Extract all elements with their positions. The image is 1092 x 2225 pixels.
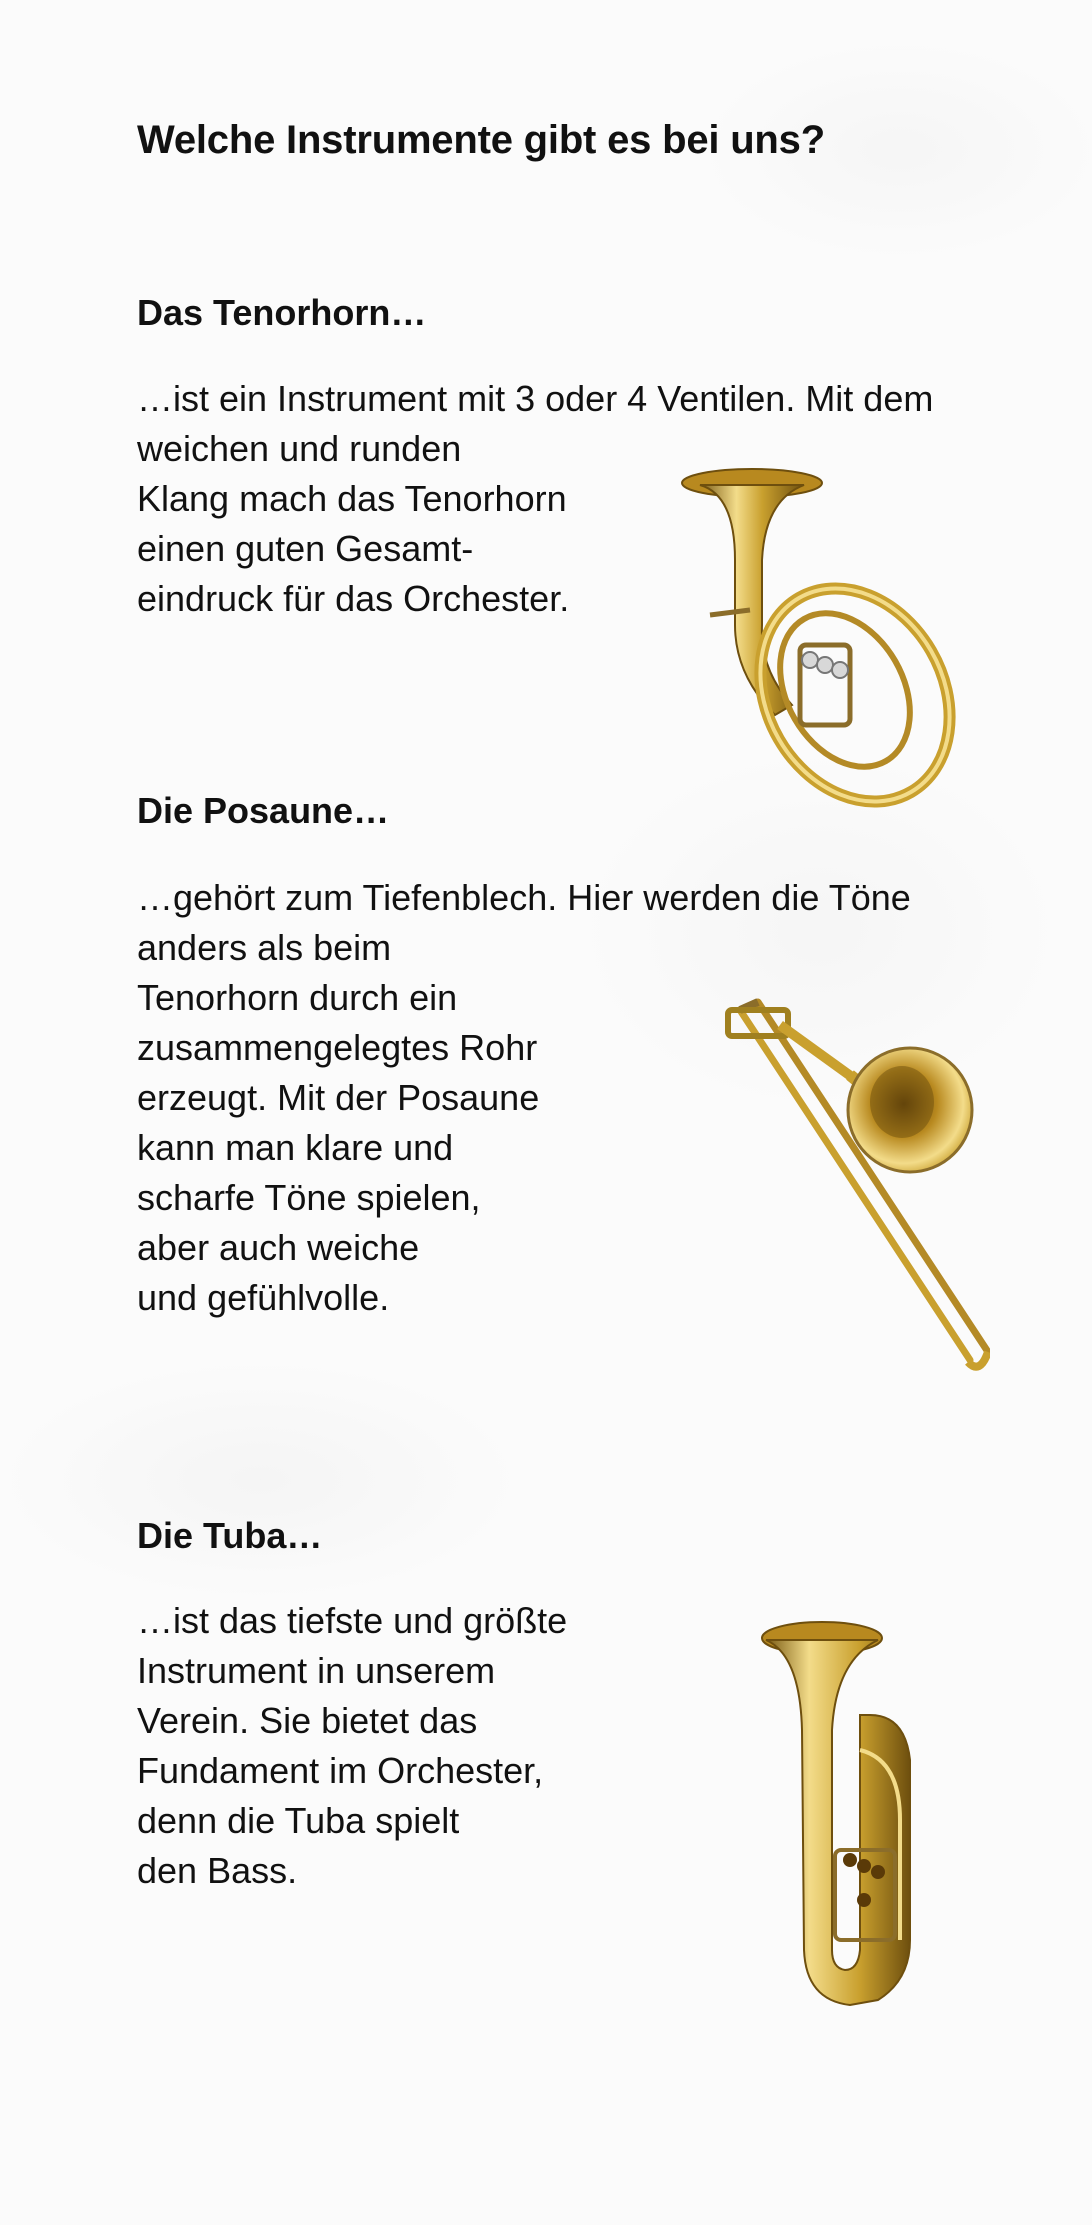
text-line: aber auch weiche [137, 1227, 420, 1268]
section-title-tuba: Die Tuba… [137, 1515, 323, 1556]
text-line: scharfe Töne spielen, [137, 1177, 481, 1218]
text-line: …ist ein Instrument mit 3 oder 4 Ventilen. Mit dem [137, 378, 934, 419]
text-line: und gefühlvolle. [137, 1277, 390, 1318]
text-line: anders als beim [137, 927, 392, 968]
tuba-image [760, 1620, 930, 2015]
text-line: einen guten Gesamt- [137, 528, 474, 569]
text-line: Verein. Sie bietet das [137, 1700, 478, 1741]
text-line: denn die Tuba spielt [137, 1800, 460, 1841]
text-line: weichen und runden [137, 428, 462, 469]
text-line: kann man klare und [137, 1127, 454, 1168]
trombone-image [710, 990, 990, 1380]
text-line: Tenorhorn durch ein [137, 977, 458, 1018]
text-line: zusammengelegtes Rohr [137, 1027, 538, 1068]
section-text-tuba [137, 1596, 567, 1896]
page-title: Welche Instrumente gibt es bei uns? [137, 118, 825, 162]
text-line: erzeugt. Mit der Posaune [137, 1077, 540, 1118]
text-line: …gehört zum Tiefenblech. Hier werden die Töne [137, 877, 911, 918]
text-line: eindruck für das Orchester. [137, 578, 570, 619]
text-line: Klang mach das Tenorhorn [137, 478, 567, 519]
text-line: den Bass. [137, 1850, 298, 1891]
section-title-posaune: Die Posaune… [137, 790, 390, 831]
text-line: Instrument in unserem [137, 1650, 496, 1691]
text-line: …ist das tiefste und größte [137, 1600, 568, 1641]
tenor-horn-image [680, 465, 960, 815]
section-title-tenorhorn: Das Tenorhorn… [137, 292, 427, 333]
text-line: Fundament im Orchester, [137, 1750, 544, 1791]
